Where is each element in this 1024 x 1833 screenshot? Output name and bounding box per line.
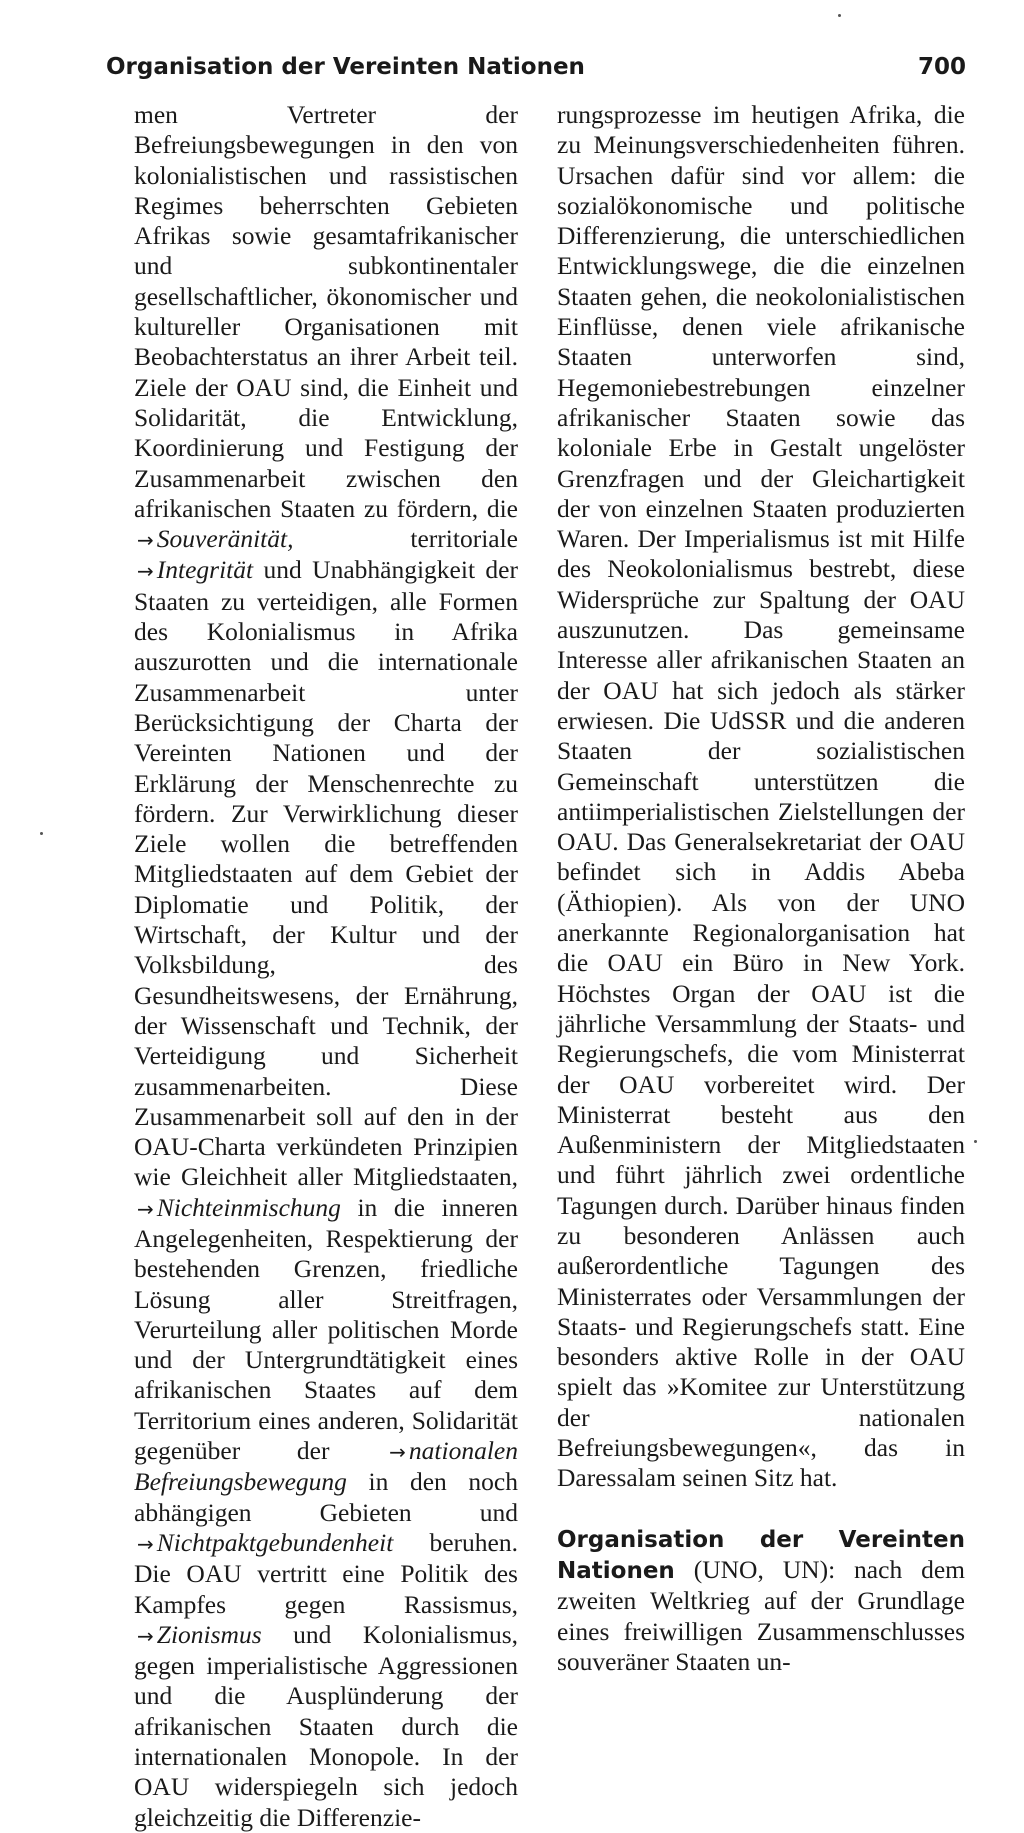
running-head-title: Organisation der Vereinten Nationen xyxy=(106,54,585,80)
cross-reference-arrow-icon: → xyxy=(137,1531,154,1556)
margin-speck xyxy=(838,14,841,17)
cross-reference-arrow-icon: → xyxy=(137,528,154,553)
cross-reference-arrow-icon: → xyxy=(137,1196,154,1221)
entry-text: (UNO, UN): nach dem zweiten Weltkrieg auf der Grundlage eines freiwilligen Zusammenschlusses souveräner Staaten un- xyxy=(557,1554,966,1676)
margin-speck xyxy=(40,832,43,835)
cross-reference-arrow-icon: → xyxy=(137,1623,154,1648)
cross-reference-nationale-befreiungsbewegung: nationalen Befreiungsbewegung xyxy=(134,1436,518,1497)
cross-reference-integritaet: Integrität xyxy=(156,555,254,585)
page-number: 700 xyxy=(917,54,966,80)
dictionary-entry xyxy=(557,1524,965,1677)
left-column xyxy=(134,100,518,1833)
entry-headword: Organisation der Vereinten Nationen xyxy=(557,1526,965,1584)
text-run: in die inneren Angelegenheiten, Respektierung der bestehenden Grenzen, friedliche Lösung aller Streitfragen, Verurteilung aller politischen Morde und der Untergrundtätigkeit eines afrikanischen Staates auf dem Territorium eines anderen, Solidarität gegenüber der xyxy=(134,1192,518,1466)
margin-speck xyxy=(974,1140,977,1143)
text-run: beruhen. Die OAU vertritt eine Politik des Kampfes gegen Rassismus, xyxy=(134,1527,518,1619)
right-column xyxy=(557,100,965,1677)
cross-reference-zionismus: Zionismus xyxy=(156,1619,262,1649)
cross-reference-souveraenitaet: Souveränität, xyxy=(156,524,294,554)
cross-reference-arrow-icon: → xyxy=(389,1440,406,1465)
cross-reference-arrow-icon: → xyxy=(137,559,154,584)
text-run: territoriale xyxy=(410,524,518,554)
entry-continuation-paragraph: rungsprozesse im heutigen Afrika, die zu Meinungsverschiedenheiten führen. Ursachen dafür sind vor allem: die sozialökonomische und politische Differenzierung, die unterschiedlichen Entwicklungswege, die die einzelnen Staaten gehen, die neokolonialistischen Einflüsse, denen viele afrikanische Staaten unterworfen sind, Hegemoniebestrebungen einzelner afrikanischer Staaten sowie das koloniale Erbe in Gestalt ungelöster Grenzfragen und der Gleichartigkeit der von einzelnen Staaten produzierten Waren. Der Imperialismus ist mit Hilfe des Neokolonialismus bestrebt, diese Widersprüche zur Spaltung der OAU auszunutzen. Das gemeinsame Interesse aller afrikanischen Staaten an der OAU hat sich jedoch als stärker erwiesen. Die UdSSR und die anderen Staaten der sozialistischen Gemeinschaft unterstützen die antiimperialistischen Zielstellungen der OAU. Das Generalsekretariat der OAU befindet sich in Addis Abeba (Äthiopien). Als von der UNO anerkannte Regionalorganisation hat die OAU ein Büro in New York. Höchstes Organ der OAU ist die jährliche Versammlung der Staats- und Regierungschefs, die vom Ministerrat der OAU vorbereitet wird. Der Ministerrat besteht aus den Außenministern der Mitgliedstaaten und führt jährlich zwei ordentliche Tagungen durch. Darüber hinaus finden zu besonderen Anlässen auch außerordentliche Tagungen des Ministerrates oder Versammlungen der Staats- und Regierungschefs statt. Eine besonders aktive Rolle in der OAU spielt das »Komitee zur Unterstützung der nationalen Befreiungsbewegungen«, das in Daressalam seinen Sitz hat. xyxy=(557,100,965,1493)
text-run: und Kolonialismus, gegen imperialistische Aggressionen und die Ausplünderung der afrikanischen Staaten durch die internationalen Monopole. In der OAU widerspiegeln sich jedoch gleichzeitig die Differenzie- xyxy=(134,1619,518,1832)
cross-reference-nichteinmischung: Nichteinmischung xyxy=(156,1192,341,1222)
text-run: und Unabhängigkeit der Staaten zu verteidigen, alle Formen des Kolonialismus in Afrika auszurotten und die internationale Zusammenarbeit unter Berücksichtigung der Charta der Vereinten Nationen und der Erklärung der Menschenrechte zu fördern. Zur Verwirklichung dieser Ziele wollen die betreffenden Mitgliedstaaten auf dem Gebiet der Diplomatie und Politik, der Wirtschaft, der Kultur und der Volksbildung, des Gesundheitswesens, der Ernährung, der Wissenschaft und Technik, der Verteidigung und Sicherheit zusammenarbeiten. Diese Zusammenarbeit soll auf den in der OAU-Charta verkündeten Prinzipien wie Gleichheit aller Mitgliedstaaten, xyxy=(134,555,518,1192)
cross-reference-nichtpaktgebundenheit: Nichtpaktgebundenheit xyxy=(156,1527,394,1557)
text-run: in den noch abhängigen Gebieten und xyxy=(134,1467,518,1527)
entry-continuation-paragraph xyxy=(134,100,518,1833)
running-head xyxy=(106,50,966,84)
text-run: men Vertreter der Befreiungsbewegungen in den von kolonialistischen und rassistischen Regimes beherrschten Gebieten Afrikas sowie gesamtafrikanischer und subkontinentaler gesellschaftlicher, ökonomischer und kultureller Organisationen mit Beobachterstatus an ihrer Arbeit teil. Ziele der OAU sind, die Einheit und Solidarität, die Entwicklung, Koordinierung und Festigung der Zusammenarbeit zwischen den afrikanischen Staaten zu fördern, die xyxy=(134,100,518,523)
